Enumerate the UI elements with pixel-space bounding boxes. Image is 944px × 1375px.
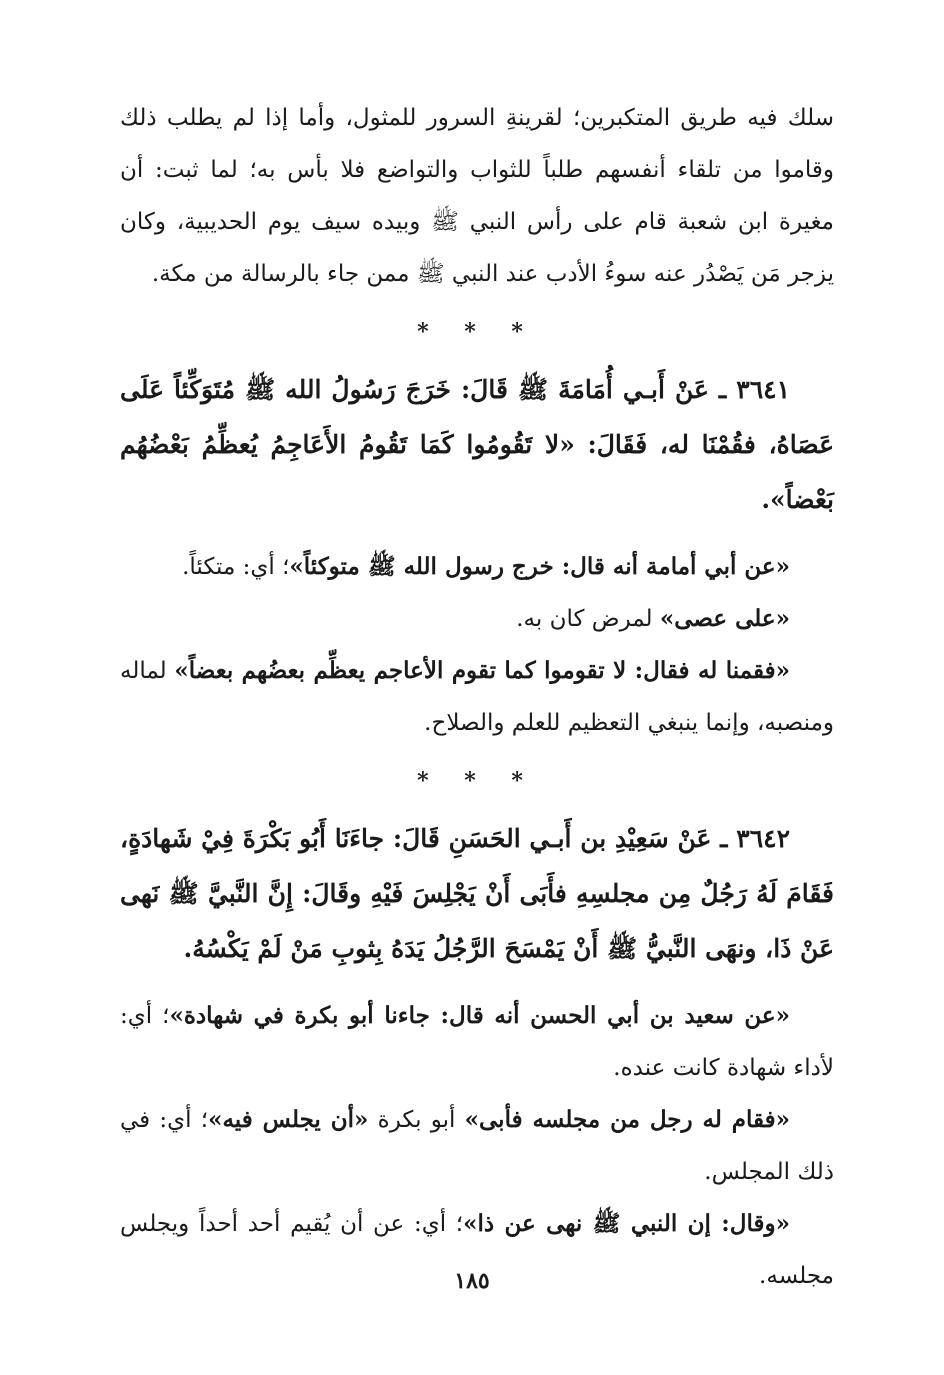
commentary-text: ؛ أي: في ذلك المجلس. <box>120 1107 834 1185</box>
commentary-quote: «على عصى» <box>659 605 790 632</box>
commentary-quote: «أن يجلس فيه» <box>208 1106 369 1133</box>
hadith-3641 <box>120 362 834 527</box>
commentary-text: ؛ أي: لأداء شهادة كانت عنده. <box>120 1003 834 1081</box>
hadith-number: ٣٦٤٢ <box>736 824 790 853</box>
commentary-text: لمرض كان به. <box>516 606 660 632</box>
commentary-paragraph <box>120 990 834 1094</box>
commentary-paragraph <box>120 593 834 645</box>
hadith-text: ـ عَنْ سَعِيْدِ بن أَبـي الحَسَنِ قَالَ: جاءَنَا أَبُو بَكْرَةَ فِيْ شَهادَةٍ، فَقَامَ لَهُ رَجُلٌ مِن مجلسِهِ فأَبَى أَنْ يَجْلِسَ فَيْهِ وقَالَ: إِنَّ النَّبيَّ ﷺ نَهى عَنْ ذَا، ونهَى النَّبيُّ ﷺ أَنْ يَمْسَحَ الرَّجُلُ يَدَهُ بِثوبِ مَنْ لَمْ يَكْسُهُ. <box>120 824 834 963</box>
commentary-paragraph <box>120 645 834 749</box>
hadith-text: ـ عَنْ أَبـي أُمَامَةَ ﷺ قَالَ: خَرَجَ رَسُولُ الله ﷺ مُتَوَكِّئاً عَلَى عَصَاهُ، فقُمْنَا له، فَقَالَ: «لا تَقُومُوا كَمَا تَقُومُ الأَعَاجِمُ يُعظِّمُ بَعْضُهُم بَعْضاً». <box>120 375 834 514</box>
commentary-quote: «فقمنا له فقال: لا تقوموا كما تقوم الأعاجم يعظِّم بعضُهم بعضاً» <box>174 657 790 684</box>
hadith-3642 <box>120 811 834 976</box>
commentary-quote: «عن أبي أمامة أنه قال: خرج رسول الله ﷺ متوكئاً» <box>289 553 790 580</box>
intro-paragraph: سلك فيه طريق المتكبرين؛ لقرينةِ السرور للمثول، وأما إذا لم يطلب ذلك وقاموا من تلقاء أنفسهم طلباً للثواب والتواضع فلا بأس به؛ لما ثبت: أن مغيرة ابن شعبة قام على رأس النبي ﷺ وبيده سيف يوم الحديبية، وكان يزجر مَن يَصْدُر عنه سوءُ الأدب عند النبي ﷺ ممن جاء بالرسالة من مكة. <box>120 105 834 287</box>
commentary-quote: «فقام له رجل من مجلسه فأبى» <box>464 1106 791 1133</box>
commentary-text: ؛ أي: عن أن يُقيم أحد أحداً ويجلس مجلسه. <box>120 1211 834 1289</box>
section-separator: * * * <box>417 768 537 794</box>
page-body <box>120 92 834 1302</box>
commentary-text: ؛ أي: متكئاً. <box>182 554 290 580</box>
commentary-text: أبو بكرة <box>368 1107 465 1133</box>
hadith-number: ٣٦٤١ <box>736 375 790 404</box>
commentary-quote: «عن سعيد بن أبي الحسن أنه قال: جاءنا أبو بكرة في شهادة» <box>169 1002 791 1029</box>
section-separator: * * * <box>417 319 537 345</box>
commentary-paragraph <box>120 541 834 593</box>
commentary-paragraph <box>120 1094 834 1198</box>
commentary-text: لماله ومنصبه، وإنما ينبغي التعظيم للعلم والصلاح. <box>120 658 834 736</box>
page-number: ١٨٥ <box>454 1268 490 1294</box>
commentary-quote: «وقال: إن النبي ﷺ نهى عن ذا» <box>463 1210 790 1237</box>
